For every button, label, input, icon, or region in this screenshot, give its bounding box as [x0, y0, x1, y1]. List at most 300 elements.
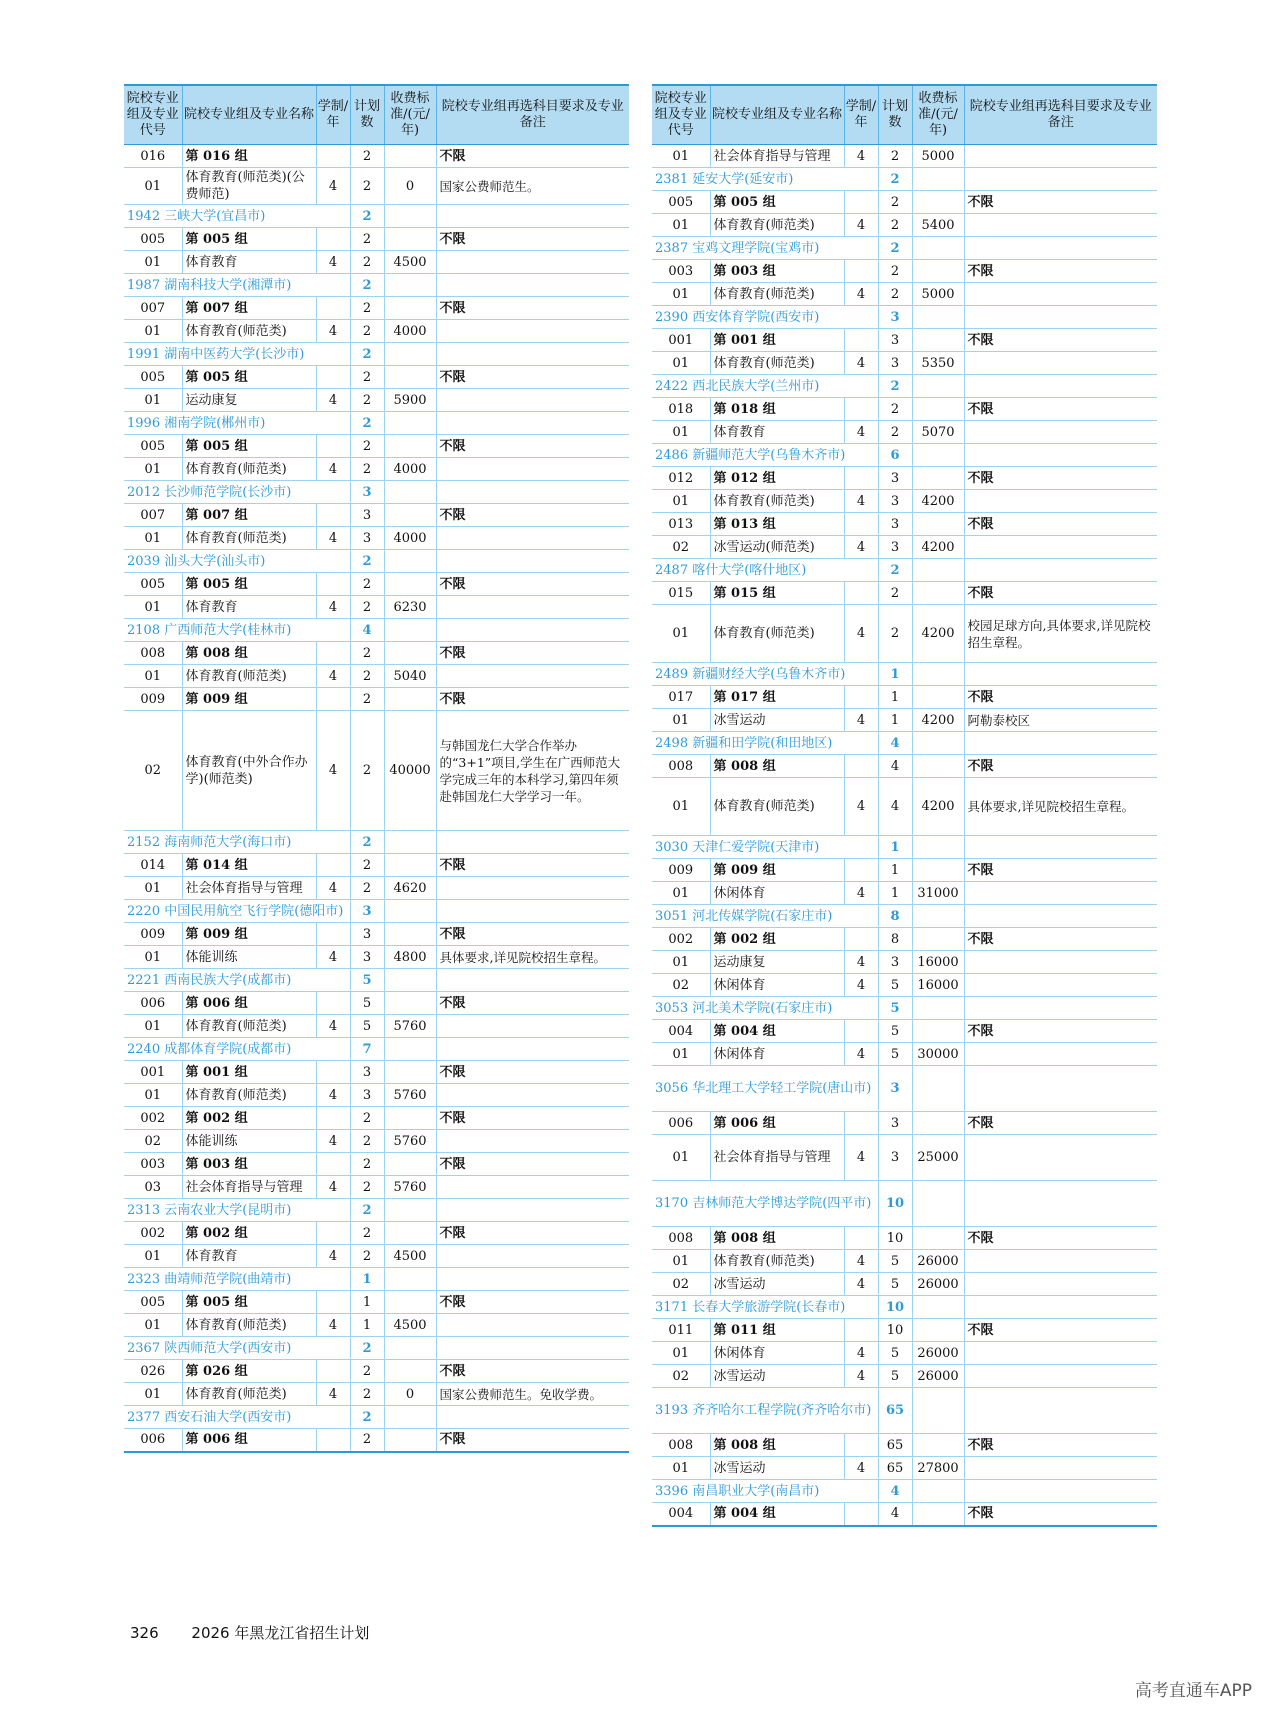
major-name: 体育教育(师范类) [710, 490, 844, 513]
major-code: 01 [652, 145, 710, 168]
empty-cell [912, 444, 964, 467]
subject-requirement: 不限 [436, 1153, 629, 1176]
major-code: 01 [652, 605, 710, 663]
group-code: 008 [652, 1434, 710, 1457]
university-row [124, 481, 629, 504]
empty-cell [436, 481, 629, 504]
major-row [652, 778, 1157, 836]
header-plan: 计划数 [350, 85, 384, 145]
empty-cell [384, 992, 436, 1015]
major-plan-count: 3 [350, 527, 384, 550]
empty-cell [912, 260, 964, 283]
major-note [436, 1130, 629, 1153]
major-fee: 4200 [912, 778, 964, 836]
subject-requirement: 不限 [436, 504, 629, 527]
empty-cell [912, 237, 964, 260]
major-code: 01 [652, 709, 710, 732]
empty-cell [844, 1503, 878, 1526]
major-code: 01 [124, 665, 182, 688]
university-name: 3053 河北美术学院(石家庄市) [652, 997, 878, 1020]
empty-cell [964, 1480, 1157, 1503]
empty-cell [912, 663, 964, 686]
group-row [652, 398, 1157, 421]
major-fee: 4200 [912, 536, 964, 559]
university-name: 2012 长沙师范学院(长沙市) [124, 481, 350, 504]
major-fee: 0 [384, 168, 436, 205]
major-note: 具体要求,详见院校招生章程。 [964, 778, 1157, 836]
left-column [124, 84, 629, 1453]
university-name: 2387 宝鸡文理学院(宝鸡市) [652, 237, 878, 260]
group-code: 006 [652, 1112, 710, 1135]
university-name: 2498 新疆和田学院(和田地区) [652, 732, 878, 755]
subject-requirement: 不限 [436, 573, 629, 596]
university-plan-count: 2 [350, 831, 384, 854]
group-row [652, 1434, 1157, 1457]
group-code: 011 [652, 1319, 710, 1342]
major-row [652, 1043, 1157, 1066]
empty-cell [316, 923, 350, 946]
university-plan-count: 65 [878, 1388, 912, 1434]
group-code: 008 [652, 1227, 710, 1250]
major-name: 体育教育(师范类) [710, 214, 844, 237]
major-fee: 4500 [384, 1245, 436, 1268]
major-plan-count: 3 [878, 490, 912, 513]
major-name: 体能训练 [182, 1130, 316, 1153]
major-name: 体育教育(师范类)(公费师范) [182, 168, 316, 205]
subject-requirement: 不限 [436, 854, 629, 877]
group-code: 002 [652, 928, 710, 951]
subject-requirement: 不限 [964, 191, 1157, 214]
major-plan-count: 2 [878, 214, 912, 237]
empty-cell [912, 1227, 964, 1250]
empty-cell [436, 412, 629, 435]
group-code: 008 [652, 755, 710, 778]
major-plan-count: 5 [878, 1273, 912, 1296]
university-row [652, 905, 1157, 928]
major-code: 01 [124, 251, 182, 274]
empty-cell [436, 205, 629, 228]
empty-cell [384, 412, 436, 435]
group-code: 001 [652, 329, 710, 352]
major-fee: 4000 [384, 458, 436, 481]
major-row [124, 1176, 629, 1199]
major-code: 01 [652, 1457, 710, 1480]
empty-cell [384, 969, 436, 992]
major-code: 01 [652, 1135, 710, 1181]
major-row [652, 283, 1157, 306]
university-name: 2220 中国民用航空飞行学院(德阳市) [124, 900, 350, 923]
subject-requirement: 不限 [964, 513, 1157, 536]
university-name: 2381 延安大学(延安市) [652, 168, 878, 191]
major-note [436, 1084, 629, 1107]
group-code: 015 [652, 582, 710, 605]
major-name: 体育教育(师范类) [182, 665, 316, 688]
university-row [652, 444, 1157, 467]
major-code: 01 [124, 458, 182, 481]
empty-cell [316, 573, 350, 596]
major-row [652, 709, 1157, 732]
major-years: 4 [316, 320, 350, 343]
subject-requirement: 不限 [964, 1319, 1157, 1342]
empty-cell [436, 1199, 629, 1222]
major-note [964, 1365, 1157, 1388]
subject-requirement: 不限 [964, 260, 1157, 283]
group-name: 第 006 组 [182, 992, 316, 1015]
major-row [124, 1314, 629, 1337]
empty-cell [316, 1061, 350, 1084]
major-name: 体育教育(师范类) [710, 605, 844, 663]
empty-cell [912, 1296, 964, 1319]
university-name: 2367 陕西师范大学(西安市) [124, 1337, 350, 1360]
university-name: 2489 新疆财经大学(乌鲁木齐市) [652, 663, 878, 686]
major-years: 4 [844, 421, 878, 444]
group-code: 006 [124, 992, 182, 1015]
major-name: 体育教育 [182, 251, 316, 274]
empty-cell [912, 928, 964, 951]
group-plan-count: 5 [350, 992, 384, 1015]
major-note [436, 877, 629, 900]
major-row [124, 320, 629, 343]
group-plan-count: 3 [350, 504, 384, 527]
major-years: 4 [844, 536, 878, 559]
major-fee: 26000 [912, 1365, 964, 1388]
empty-cell [912, 467, 964, 490]
university-row [652, 997, 1157, 1020]
major-years: 4 [844, 1043, 878, 1066]
major-note: 校园足球方向,具体要求,详见院校招生章程。 [964, 605, 1157, 663]
major-name: 休闲体育 [710, 1342, 844, 1365]
major-plan-count: 3 [878, 951, 912, 974]
university-row [124, 550, 629, 573]
subject-requirement: 不限 [964, 1112, 1157, 1135]
group-plan-count: 8 [878, 928, 912, 951]
empty-cell [384, 1337, 436, 1360]
major-code: 01 [124, 1084, 182, 1107]
group-name: 第 015 组 [710, 582, 844, 605]
group-row [124, 228, 629, 251]
major-plan-count: 2 [878, 421, 912, 444]
group-code: 005 [124, 228, 182, 251]
empty-cell [912, 1480, 964, 1503]
major-row [124, 1245, 629, 1268]
university-row [124, 619, 629, 642]
group-row [652, 467, 1157, 490]
table-header-row [124, 85, 629, 145]
empty-cell [912, 559, 964, 582]
empty-cell [964, 732, 1157, 755]
group-plan-count: 3 [878, 1112, 912, 1135]
group-row [124, 688, 629, 711]
table-header-row [652, 85, 1157, 145]
university-plan-count: 2 [350, 1406, 384, 1429]
group-plan-count: 2 [350, 1360, 384, 1383]
major-code: 01 [124, 877, 182, 900]
major-fee: 0 [384, 1383, 436, 1406]
major-note [436, 596, 629, 619]
university-plan-count: 4 [878, 1480, 912, 1503]
empty-cell [316, 297, 350, 320]
group-name: 第 003 组 [710, 260, 844, 283]
empty-cell [384, 1429, 436, 1452]
university-plan-count: 2 [878, 237, 912, 260]
group-row [124, 1429, 629, 1452]
university-name: 3171 长春大学旅游学院(长春市) [652, 1296, 878, 1319]
group-plan-count: 1 [878, 686, 912, 709]
group-code: 004 [652, 1503, 710, 1526]
major-row [124, 596, 629, 619]
group-name: 第 013 组 [710, 513, 844, 536]
university-name: 2377 西安石油大学(西安市) [124, 1406, 350, 1429]
empty-cell [964, 375, 1157, 398]
subject-requirement: 不限 [964, 1503, 1157, 1526]
empty-cell [436, 1406, 629, 1429]
empty-cell [964, 559, 1157, 582]
major-years: 4 [844, 145, 878, 168]
group-name: 第 008 组 [710, 1434, 844, 1457]
group-plan-count: 3 [878, 513, 912, 536]
major-plan-count: 5 [878, 974, 912, 997]
group-code: 003 [652, 260, 710, 283]
university-row [652, 732, 1157, 755]
major-fee: 4200 [912, 605, 964, 663]
group-row [124, 854, 629, 877]
group-row [124, 1107, 629, 1130]
group-name: 第 001 组 [182, 1061, 316, 1084]
major-years: 4 [844, 709, 878, 732]
major-years: 4 [844, 1365, 878, 1388]
major-fee: 5000 [912, 145, 964, 168]
group-name: 第 017 组 [710, 686, 844, 709]
major-code: 02 [652, 536, 710, 559]
university-plan-count: 2 [350, 550, 384, 573]
subject-requirement: 不限 [436, 688, 629, 711]
empty-cell [384, 343, 436, 366]
empty-cell [964, 997, 1157, 1020]
major-note: 与韩国龙仁大学合作举办的“3+1”项目,学生在广西师范大学完成三年的本科学习,第四年须赴韩国龙仁大学学习一年。 [436, 711, 629, 831]
empty-cell [384, 923, 436, 946]
major-fee: 5000 [912, 283, 964, 306]
major-name: 体能训练 [182, 946, 316, 969]
subject-requirement: 不限 [964, 859, 1157, 882]
major-note [964, 951, 1157, 974]
major-name: 体育教育(师范类) [710, 352, 844, 375]
major-years: 4 [844, 974, 878, 997]
major-code: 02 [124, 1130, 182, 1153]
major-years: 4 [316, 1383, 350, 1406]
group-code: 004 [652, 1020, 710, 1043]
empty-cell [316, 1153, 350, 1176]
major-fee: 31000 [912, 882, 964, 905]
major-code: 01 [124, 320, 182, 343]
university-row [652, 663, 1157, 686]
empty-cell [964, 168, 1157, 191]
major-years: 4 [316, 458, 350, 481]
major-name: 体育教育(师范类) [710, 1250, 844, 1273]
group-plan-count: 2 [350, 688, 384, 711]
group-code: 009 [124, 688, 182, 711]
major-note [964, 352, 1157, 375]
major-years: 4 [844, 1273, 878, 1296]
empty-cell [912, 398, 964, 421]
university-name: 2221 西南民族大学(成都市) [124, 969, 350, 992]
group-plan-count: 10 [878, 1319, 912, 1342]
major-note [436, 320, 629, 343]
page-number: 326 [130, 1624, 159, 1642]
major-plan-count: 4 [878, 778, 912, 836]
major-plan-count: 2 [350, 1383, 384, 1406]
major-years: 4 [844, 1135, 878, 1181]
major-plan-count: 2 [350, 711, 384, 831]
university-name: 2240 成都体育学院(成都市) [124, 1038, 350, 1061]
major-row [652, 951, 1157, 974]
group-plan-count: 2 [878, 260, 912, 283]
major-code: 01 [652, 778, 710, 836]
group-name: 第 005 组 [182, 366, 316, 389]
empty-cell [316, 1429, 350, 1452]
header-plan: 计划数 [878, 85, 912, 145]
university-row [124, 969, 629, 992]
major-years: 4 [844, 214, 878, 237]
empty-cell [912, 1503, 964, 1526]
university-row [652, 1296, 1157, 1319]
major-plan-count: 3 [878, 1135, 912, 1181]
major-years: 4 [844, 882, 878, 905]
university-name: 2323 曲靖师范学院(曲靖市) [124, 1268, 350, 1291]
major-plan-count: 2 [350, 168, 384, 205]
group-name: 第 007 组 [182, 297, 316, 320]
group-row [652, 755, 1157, 778]
major-fee: 5350 [912, 352, 964, 375]
major-row [652, 490, 1157, 513]
empty-cell [316, 145, 350, 168]
university-row [124, 831, 629, 854]
major-name: 冰雪运动(师范类) [710, 536, 844, 559]
university-plan-count: 8 [878, 905, 912, 928]
empty-cell [436, 1038, 629, 1061]
group-code: 005 [124, 366, 182, 389]
major-plan-count: 1 [878, 882, 912, 905]
empty-cell [912, 191, 964, 214]
group-plan-count: 2 [350, 854, 384, 877]
group-name: 第 018 组 [710, 398, 844, 421]
group-name: 第 006 组 [710, 1112, 844, 1135]
group-code: 008 [124, 642, 182, 665]
major-note [436, 527, 629, 550]
major-plan-count: 3 [878, 352, 912, 375]
group-row [652, 1503, 1157, 1526]
major-note [436, 1015, 629, 1038]
major-row [652, 1135, 1157, 1181]
major-note: 具体要求,详见院校招生章程。 [436, 946, 629, 969]
major-code: 01 [652, 1342, 710, 1365]
major-row [124, 168, 629, 205]
major-name: 运动康复 [710, 951, 844, 974]
group-row [652, 1112, 1157, 1135]
subject-requirement: 不限 [436, 1291, 629, 1314]
major-note [964, 1135, 1157, 1181]
group-row [652, 859, 1157, 882]
empty-cell [384, 366, 436, 389]
university-name: 2390 西安体育学院(西安市) [652, 306, 878, 329]
major-code: 02 [652, 1273, 710, 1296]
group-name: 第 012 组 [710, 467, 844, 490]
empty-cell [912, 859, 964, 882]
university-row [652, 1181, 1157, 1227]
major-years: 4 [844, 778, 878, 836]
group-row [652, 260, 1157, 283]
university-plan-count: 1 [350, 1268, 384, 1291]
empty-cell [844, 1434, 878, 1457]
major-years: 4 [316, 596, 350, 619]
group-name: 第 008 组 [710, 755, 844, 778]
group-name: 第 016 组 [182, 145, 316, 168]
group-row [652, 928, 1157, 951]
group-row [652, 329, 1157, 352]
major-note [964, 1342, 1157, 1365]
empty-cell [844, 928, 878, 951]
group-code: 002 [124, 1222, 182, 1245]
group-plan-count: 2 [350, 642, 384, 665]
major-name: 冰雪运动 [710, 1273, 844, 1296]
empty-cell [964, 905, 1157, 928]
header-years: 学制/年 [316, 85, 350, 145]
major-name: 体育教育 [182, 1245, 316, 1268]
major-fee: 4000 [384, 527, 436, 550]
major-code: 01 [124, 1314, 182, 1337]
empty-cell [384, 619, 436, 642]
subject-requirement: 不限 [436, 1429, 629, 1452]
empty-cell [384, 1061, 436, 1084]
major-note: 国家公费师范生。 [436, 168, 629, 205]
subject-requirement: 不限 [964, 686, 1157, 709]
major-fee: 25000 [912, 1135, 964, 1181]
university-name: 3056 华北理工大学轻工学院(唐山市) [652, 1066, 878, 1112]
university-name: 3030 天津仁爱学院(天津市) [652, 836, 878, 859]
major-fee: 5400 [912, 214, 964, 237]
group-name: 第 002 组 [710, 928, 844, 951]
empty-cell [316, 688, 350, 711]
major-row [652, 1273, 1157, 1296]
major-note [964, 1273, 1157, 1296]
group-name: 第 001 组 [710, 329, 844, 352]
header-notes: 院校专业组再选科目要求及专业备注 [964, 85, 1157, 145]
university-plan-count: 2 [878, 375, 912, 398]
major-years: 4 [844, 352, 878, 375]
empty-cell [384, 274, 436, 297]
subject-requirement: 不限 [436, 923, 629, 946]
group-code: 005 [124, 435, 182, 458]
empty-cell [912, 1066, 964, 1112]
empty-cell [384, 831, 436, 854]
empty-cell [316, 642, 350, 665]
university-row [652, 559, 1157, 582]
group-name: 第 005 组 [182, 573, 316, 596]
group-plan-count: 2 [878, 582, 912, 605]
empty-cell [384, 504, 436, 527]
group-plan-count: 4 [878, 1503, 912, 1526]
group-name: 第 009 组 [710, 859, 844, 882]
group-row [124, 1222, 629, 1245]
empty-cell [964, 836, 1157, 859]
group-code: 014 [124, 854, 182, 877]
group-code: 016 [124, 145, 182, 168]
major-row [124, 711, 629, 831]
empty-cell [844, 582, 878, 605]
major-row [124, 877, 629, 900]
group-code: 017 [652, 686, 710, 709]
group-row [124, 1153, 629, 1176]
major-fee: 26000 [912, 1250, 964, 1273]
